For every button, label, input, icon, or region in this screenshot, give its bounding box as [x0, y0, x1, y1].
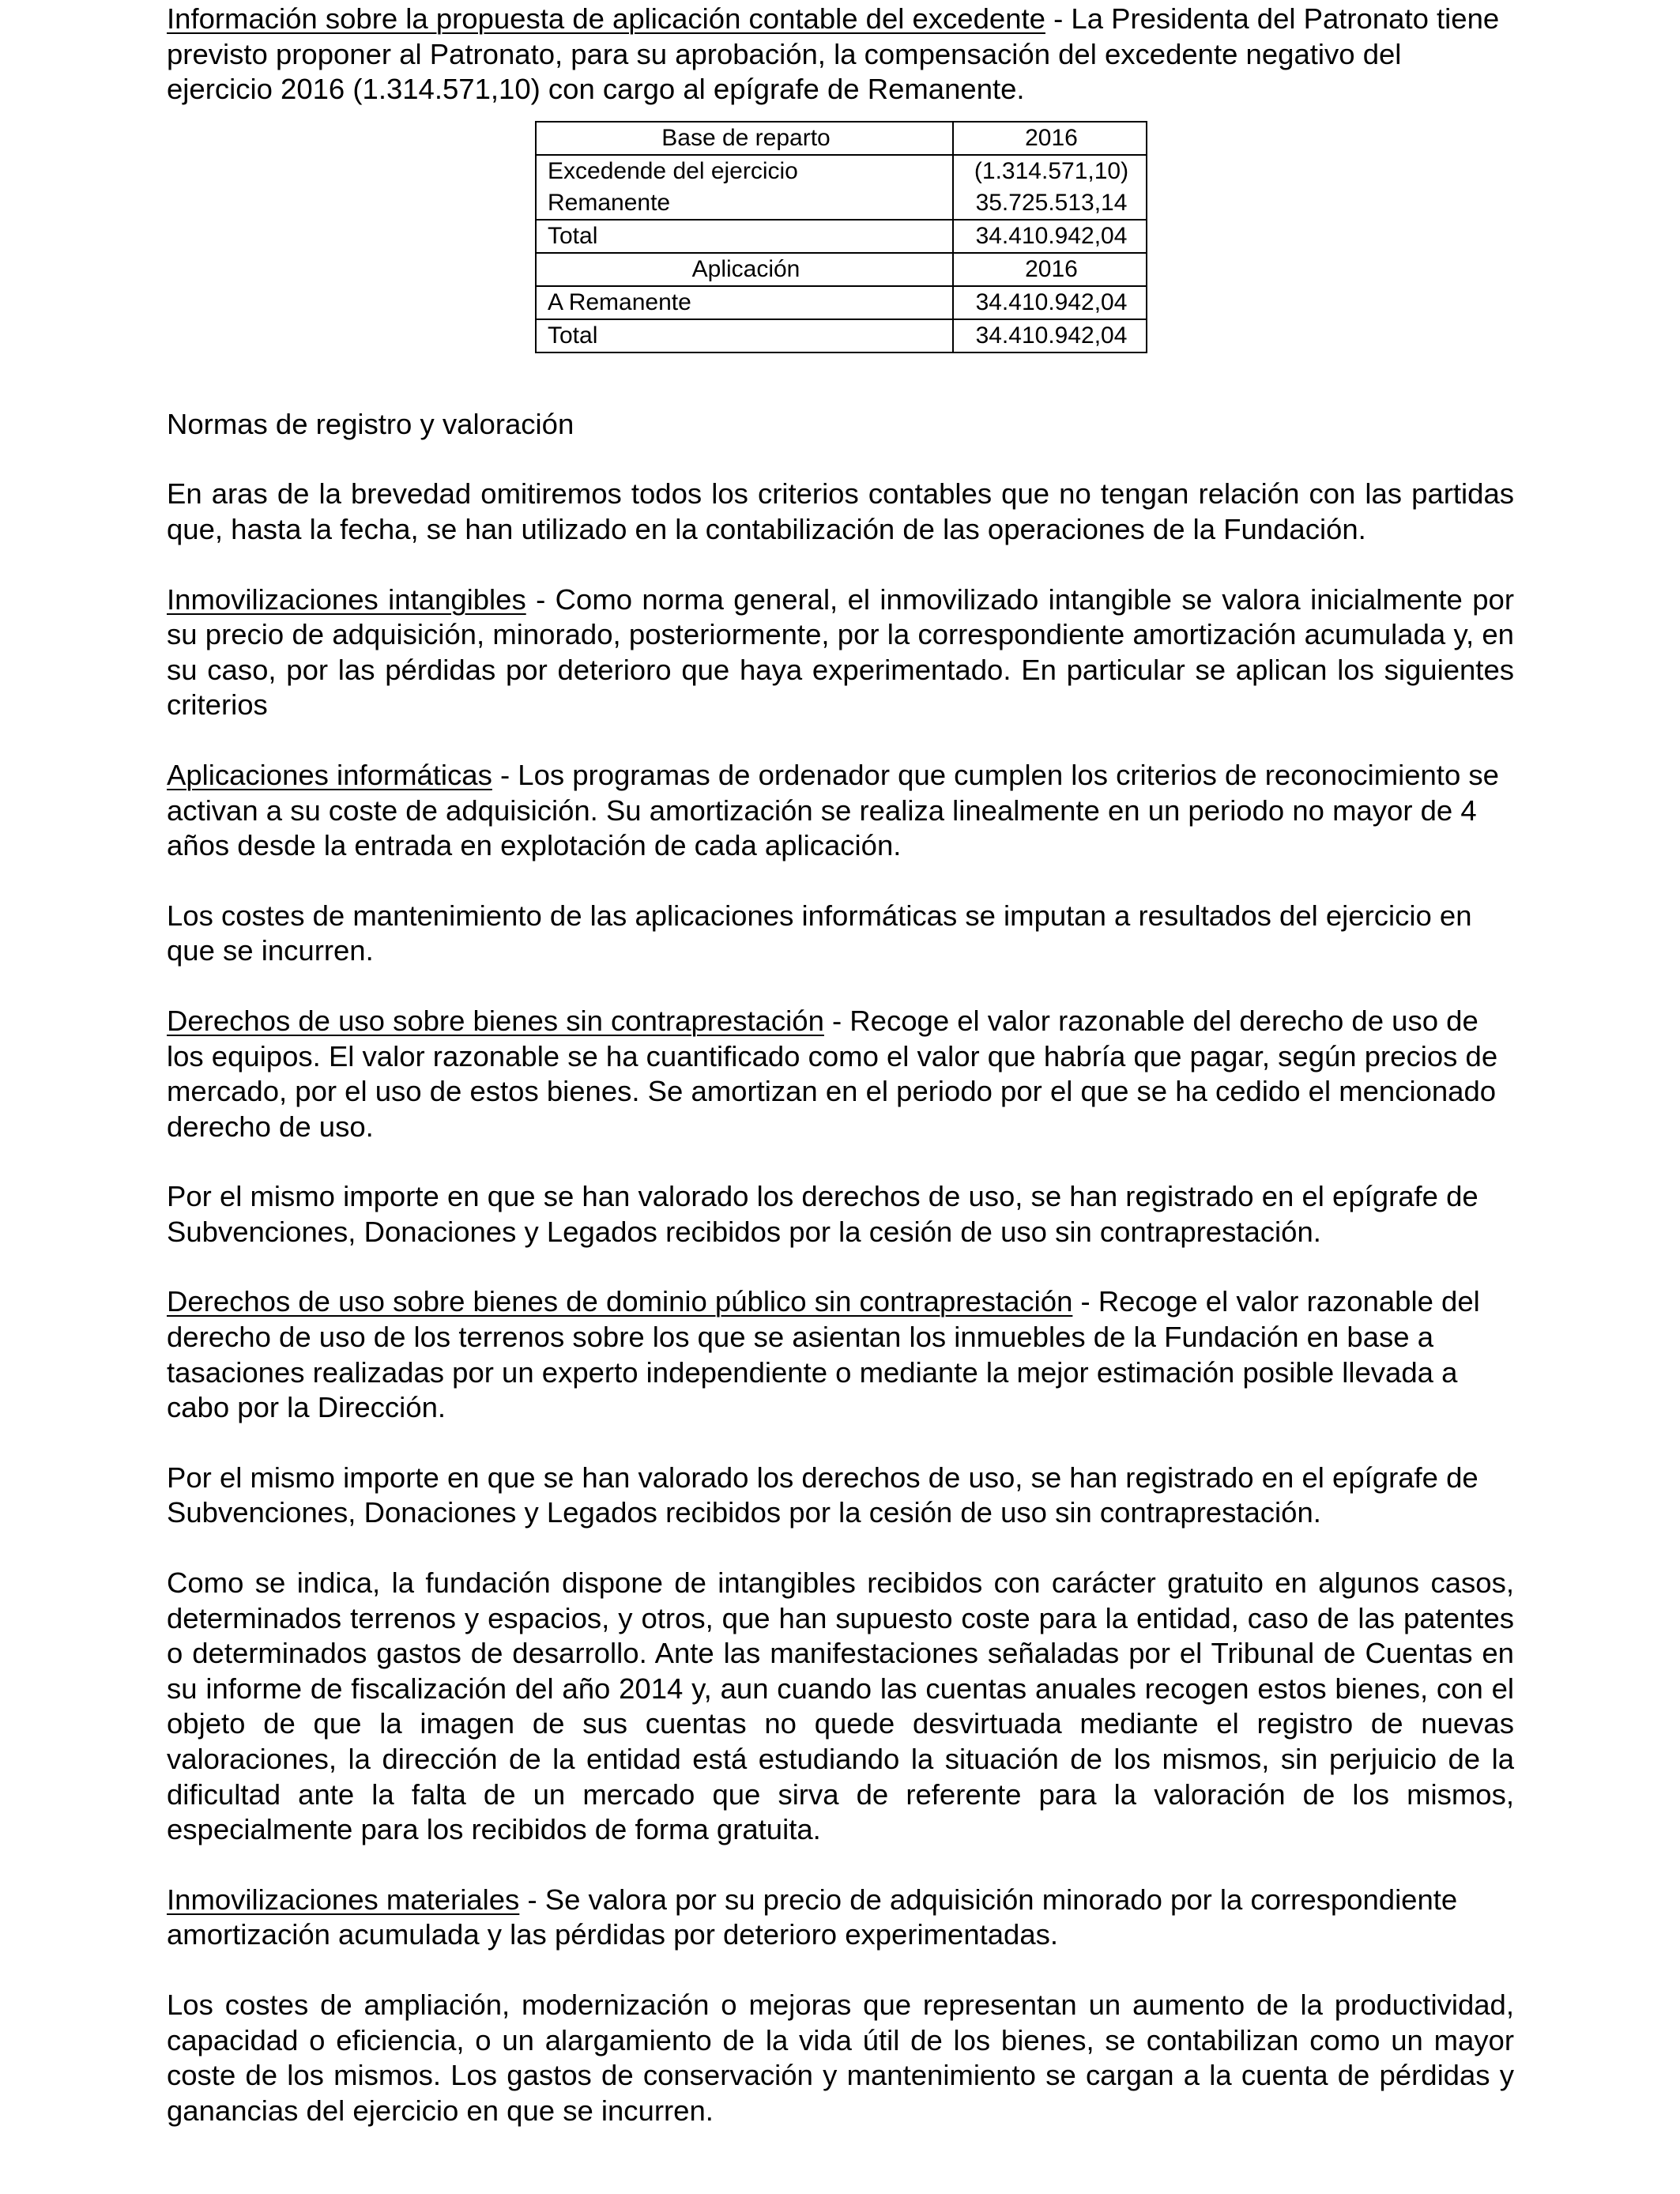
paragraph-intangibles: Inmovilizaciones intangibles - Como norma general, el inmovilizado intangible se valora inicialmente por su precio de adquisición, minorado, posteriormente, por la correspondiente amortización acumulada y, en su caso, por las pérdidas por deterioro que haya experimentado. En particular se aplican los siguientes criterios — [167, 582, 1514, 722]
table-header-row — [536, 253, 1147, 286]
paragraph-title: Inmovilizaciones materiales — [167, 1883, 520, 1916]
paragraph-tangible-assets: Inmovilizaciones materiales - Se valora por su precio de adquisición minorado por la correspondiente amortización acumulada y las pérdidas por deterioro experimentadas. — [167, 1883, 1458, 1951]
total-value: 34.410.942,04 — [953, 319, 1147, 352]
paragraph-title: Inmovilizaciones intangibles — [167, 582, 526, 616]
paragraph-public-domain-grants: Por el mismo importe en que se han valorado los derechos de uso, se han registrado en el epígrafe de Subvenciones, Donaciones y Legados recibidos por la cesión de uso sin contraprestación. — [167, 1461, 1478, 1529]
paragraph-title: Derechos de uso sobre bienes de dominio público sin contraprestación — [167, 1285, 1073, 1318]
paragraph-usage-rights-grants: Por el mismo importe en que se han valorado los derechos de uso, se han registrado en el epígrafe de Subvenciones, Donaciones y Legados recibidos por la cesión de uso sin contraprestación. — [167, 1180, 1478, 1248]
table-total-row — [536, 319, 1147, 352]
row-value: (1.314.571,10) — [953, 155, 1147, 187]
table-row — [536, 286, 1147, 319]
row-label: Excedende del ejercicio — [536, 155, 953, 187]
row-label: A Remanente — [536, 286, 953, 319]
row-value: 34.410.942,04 — [953, 286, 1147, 319]
intro-title: Información sobre la propuesta de aplicación contable del excedente — [167, 2, 1045, 35]
paragraph-title: Derechos de uso sobre bienes sin contraprestación — [167, 1004, 824, 1037]
document-page — [167, 0, 1514, 2128]
section-heading: Normas de registro y valoración — [167, 407, 574, 440]
intro-text: - La Presidenta del Patronato tiene previsto proponer al Patronato, para su aprobación, la compensación del excedente negativo del ejercicio 2016 (1.314.571,10) con cargo al epígrafe de Remanente. — [167, 2, 1500, 106]
paragraph-brevity: En aras de la brevedad omitiremos todos los criterios contables que no tengan relación con las partidas que, hasta la fecha, se han utilizado en la contabilización de las operaciones de la Fundación. — [167, 477, 1514, 545]
paragraph-software-maintenance: Los costes de mantenimiento de las aplicaciones informáticas se imputan a resultados del ejercicio en que se incurren. — [167, 899, 1472, 967]
paragraph-improvement-costs: Los costes de ampliación, modernización o mejoras que representan un aumento de la productividad, capacidad o eficiencia, o un alargamiento de la vida útil de los bienes, se contabilizan como un mayor coste de los mismos. Los gastos de conservación y mantenimiento se cargan a la cuenta de pérdidas y ganancias del ejercicio en que se incurren. — [167, 1988, 1514, 2127]
row-value: 35.725.513,14 — [953, 187, 1147, 220]
total-value: 34.410.942,04 — [953, 220, 1147, 253]
paragraph-title: Aplicaciones informáticas — [167, 758, 492, 791]
paragraph-tribunal: Como se indica, la fundación dispone de intangibles recibidos con carácter gratuito en algunos casos, determinados terrenos y espacios, y otros, que han supuesto coste para la entidad, caso de las patentes o determinados gastos de desarrollo. Ante las manifestaciones señaladas por el Tribunal de Cuentas en su informe de fiscalización del año 2014 y, aun cuando las cuentas anuales recogen estos bienes, con el objeto de que la imagen de sus cuentas no quede desvirtuada mediante el registro de nuevas valoraciones, la dirección de la entidad está estudiando la situación de los mismos, sin perjuicio de la dificultad ante la falta de un mercado que sirva de referente para la valoración de los mismos, especialmente para los recibidos de forma gratuita. — [167, 1566, 1514, 1846]
year-header: 2016 — [953, 122, 1147, 155]
paragraph-public-domain: Derechos de uso sobre bienes de dominio público sin contraprestación - Recoge el valor razonable del derecho de uso de los terrenos sobre los que se asientan los inmuebles de la Fundación en base a tasaciones realizadas por un experto independiente o mediante la mejor estimación posible llevada a cabo por la Dirección. — [167, 1285, 1480, 1424]
paragraph-software: Aplicaciones informáticas - Los programas de ordenador que cumplen los criterios de reconocimiento se activan a su coste de adquisición. Su amortización se realiza linealmente en un periodo no mayor de 4 años desde la entrada en explotación de cada aplicación. — [167, 758, 1499, 862]
table-total-row — [536, 220, 1147, 253]
application-year-header: 2016 — [953, 253, 1147, 286]
table-row — [536, 187, 1147, 220]
distribution-table — [535, 121, 1147, 353]
intro-paragraph — [167, 0, 1514, 107]
table-row — [536, 155, 1147, 187]
row-label: Remanente — [536, 187, 953, 220]
paragraph-usage-rights: Derechos de uso sobre bienes sin contraprestación - Recoge el valor razonable del derecho de uso de los equipos. El valor razonable se ha cuantificado como el valor que habría que pagar, según precios de mercado, por el uso de estos bienes. Se amortizan en el periodo por el que se ha cedido el mencionado derecho de uso. — [167, 1004, 1498, 1143]
application-header: Aplicación — [536, 253, 953, 286]
total-label: Total — [536, 220, 953, 253]
table-header-row — [536, 122, 1147, 155]
total-label: Total — [536, 319, 953, 352]
base-header: Base de reparto — [536, 122, 953, 155]
